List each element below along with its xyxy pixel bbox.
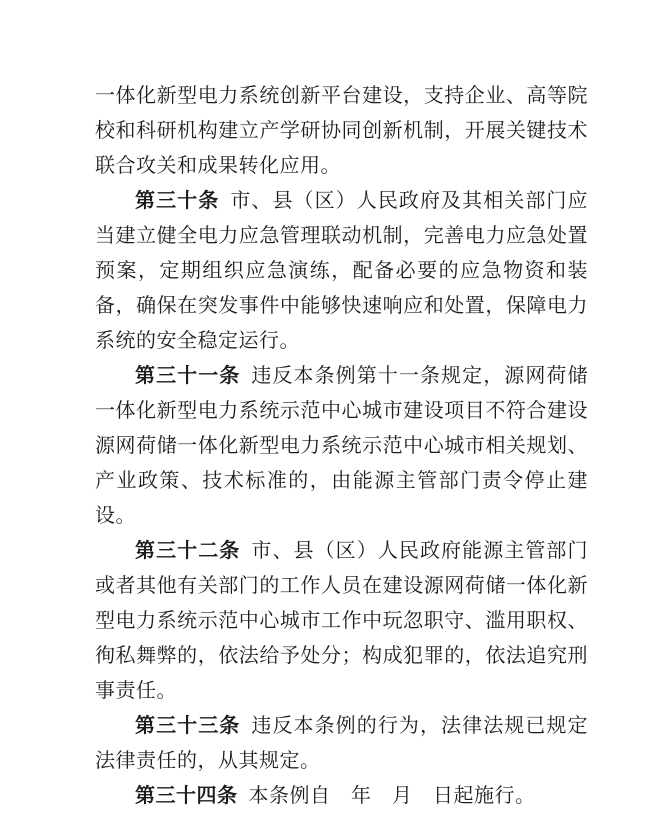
paragraph-article-33: [95, 708, 588, 778]
paragraph-text: 本条例自 年 月 日起施行。: [248, 783, 536, 807]
paragraph-article-34: [95, 778, 588, 813]
paragraph-article-31: [95, 358, 588, 533]
paragraph-text: 市、县（区）人民政府能源主管部门或者其他有关部门的工作人员在建设源网荷储一体化新型电力系统示范中心城市工作中玩忽职守、滥用职权、徇私舞弊的，依法给予处分；构成犯罪的，依法追究刑事责任。: [95, 538, 588, 702]
article-number-label: 第三十二条: [135, 538, 241, 562]
paragraph-article-30: [95, 183, 588, 358]
paragraph-text: 违反本条例的行为，法律法规已规定法律责任的，从其规定。: [95, 713, 588, 772]
article-number-label: 第三十一条: [135, 363, 241, 387]
paragraph-text: 违反本条例第十一条规定，源网荷储一体化新型电力系统示范中心城市建设项目不符合建设源网荷储一体化新型电力系统示范中心城市相关规划、产业政策、技术标准的，由能源主管部门责令停止建设。: [95, 363, 588, 527]
paragraph-text: 市、县（区）人民政府及其相关部门应当建立健全电力应急管理联动机制，完善电力应急处置预案，定期组织应急演练，配备必要的应急物资和装备，确保在突发事件中能够快速响应和处置，保障电力系统的安全稳定运行。: [95, 188, 589, 352]
article-number-label: 第三十条: [135, 188, 220, 212]
paragraph-article-32: [95, 533, 588, 708]
paragraph-text: 一体化新型电力系统创新平台建设，支持企业、高等院校和科研机构建立产学研协同创新机制，开展关键技术联合攻关和成果转化应用。: [95, 83, 588, 177]
article-number-label: 第三十四条: [135, 783, 238, 807]
paragraph-continuation: [95, 78, 588, 183]
article-number-label: 第三十三条: [135, 713, 241, 737]
